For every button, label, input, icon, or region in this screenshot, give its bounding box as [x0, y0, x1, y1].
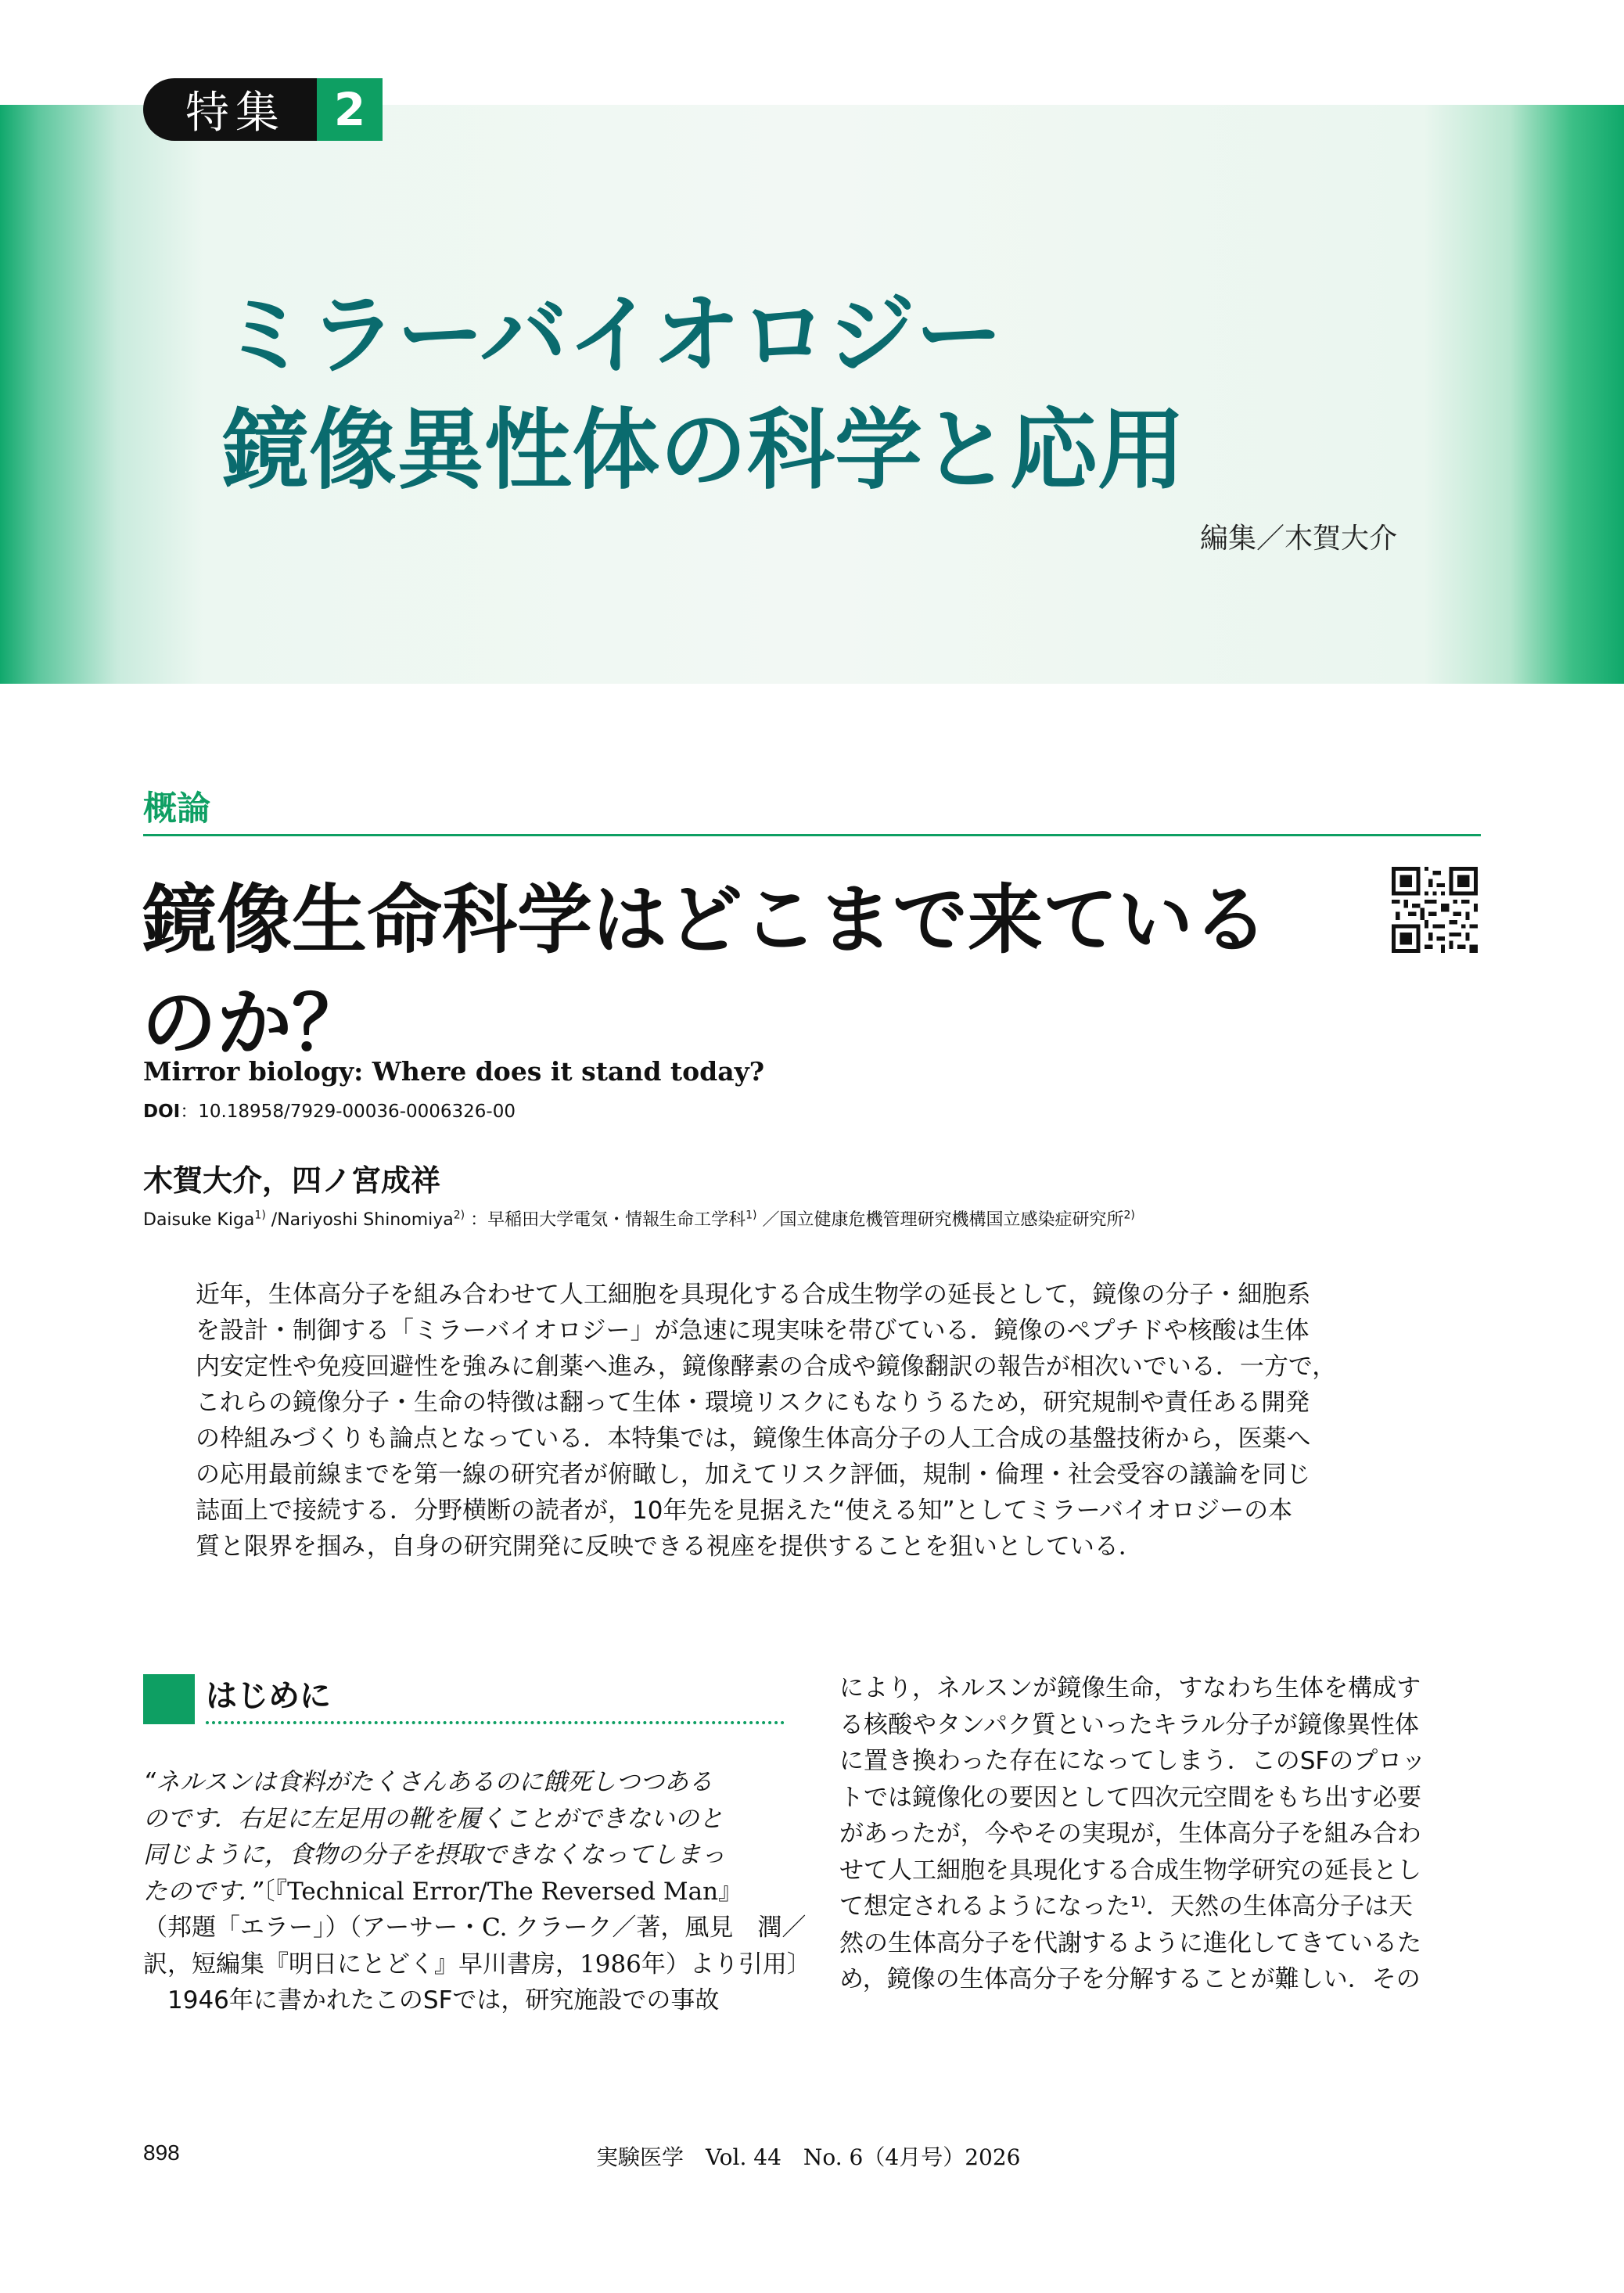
- feature-editor: 編集／木賀大介: [1199, 523, 1397, 555]
- feature-tag-label: 特集: [185, 88, 286, 138]
- abstract-line: を設計・制御する「ミラーバイオロジー」が急速に現実味を帯びている．鏡像のペプチドや核酸は生体: [196, 1317, 1310, 1345]
- abstract-line: 誌面上で接続する．分野横断の読者が，10年先を見据えた“使える知”としてミラーバイオロジーの本: [196, 1497, 1293, 1525]
- citation-line: 訳，短編集『明日にとどく』早川書房，1986年）より引用〕: [143, 1950, 811, 1979]
- abstract-line: の応用最前線までを第一線の研究者が俯瞰し，加えてリスク評価，規制・倫理・社会受容の議論を同じ: [196, 1461, 1311, 1489]
- quote-line: のです．右足に左足用の靴を履くことができないのと: [143, 1804, 724, 1833]
- section-divider: [143, 834, 1481, 836]
- heading-dotted-rule: [206, 1721, 785, 1724]
- article-subtitle: Mirror biology: Where does it stand today?: [143, 1056, 765, 1087]
- body-line: せて人工細胞を具現化する合成生物学研究の延長とし: [839, 1856, 1421, 1885]
- article-title: [142, 868, 1346, 1075]
- body-line: があったが，今やその実現が，生体高分子を組み合わ: [839, 1820, 1421, 1848]
- body-line: め，鏡像の生体高分子を分解することが難しい．その: [839, 1965, 1421, 1993]
- section-heading-marker: [143, 1674, 195, 1724]
- body-line: て想定されるようになった¹⁾．天然の生体高分子は天: [839, 1892, 1414, 1921]
- citation-line: （邦題「エラー」）（アーサー・C. クラーク／著，風見 潤／: [143, 1914, 807, 1942]
- author1-romaji: Daisuke Kiga: [143, 1210, 255, 1230]
- doi[interactable]: [143, 1097, 516, 1123]
- quote-line: “ネルスンは食料がたくさんあるのに餓死しつつある: [143, 1768, 713, 1796]
- journal-footer: 実験医学 Vol. 44 No. 6（4月号）2026: [596, 2144, 1021, 2170]
- institution-2: ／国立健康危機管理研究機構国立感染症研究所: [756, 1210, 1124, 1230]
- abstract-line: 近年，生体高分子を組み合わせて人工細胞を具現化する合成生物学の延長として，鏡像の分子・細胞系: [196, 1281, 1311, 1309]
- citation-line: 〔『Technical Error/The Reversed Man』: [263, 1877, 743, 1906]
- abstract-line: 質と限界を掴み，自身の研究開発に反映できる視座を提供することを狙いとしている．: [196, 1533, 1143, 1561]
- intro-text: [143, 1764, 811, 2019]
- abstract-line: 内安定性や免疫回避性を強みに創薬へ進み，鏡像酵素の合成や鏡像翻訳の報告が相次いでいる．一方で，: [196, 1353, 1337, 1381]
- authors: 木賀大介，四ノ宮成祥: [143, 1163, 441, 1198]
- body-line: により，ネルスンが鏡像生命，すなわち生体を構成す: [839, 1674, 1421, 1702]
- section-label: 概論: [143, 789, 210, 828]
- feature-tag: [143, 78, 383, 141]
- body-line: トでは鏡像化の要因として四次元空間をもち出す必要: [839, 1783, 1421, 1812]
- quote-end-line: [143, 1874, 785, 1910]
- feature-title-line2: 鏡像異性体の科学と応用: [221, 399, 1185, 501]
- affiliations: [143, 1206, 1135, 1231]
- body-text-right: [839, 1670, 1481, 1998]
- article-title-line1: 鏡像生命科学はどこまで来ている: [142, 876, 1268, 964]
- feature-tag-number: 2: [317, 78, 383, 141]
- abstract-line: これらの鏡像分子・生命の特徴は翻って生体・環境リスクにもなりうるため，研究規制や責任ある開発: [196, 1389, 1310, 1417]
- feature-title-line1: ミラーバイオロジー: [221, 284, 1004, 386]
- institution-1: ：早稲田大学電気・情報生命工学科: [465, 1210, 746, 1230]
- body-line: 1946年に書かれたこのSFでは，研究施設での事故: [143, 1986, 720, 2014]
- doi-value: ：10.18958/7929-00036-0006326-00: [180, 1102, 516, 1122]
- affil-mark-4: 2): [1123, 1209, 1135, 1222]
- body-line: る核酸やタンパク質といったキラル分子が鏡像異性体: [839, 1710, 1419, 1739]
- page-number: 898: [143, 2140, 180, 2165]
- article-title-line2: のか？: [142, 979, 367, 1067]
- affil-mark-3: 1): [746, 1209, 757, 1222]
- abstract-line: の枠組みづくりも論点となっている．本特集では，鏡像生体高分子の人工合成の基盤技術から，医薬へ: [196, 1425, 1311, 1453]
- qr-code-icon[interactable]: [1392, 867, 1478, 953]
- feature-banner: [0, 105, 1624, 684]
- author2-romaji: /Nariyoshi Shinomiya: [265, 1210, 454, 1230]
- doi-label: DOI: [143, 1102, 181, 1122]
- body-line: 然の生体高分子を代謝するように進化してきているた: [839, 1928, 1421, 1957]
- abstract: [196, 1277, 1430, 1565]
- affil-mark-2: 2): [453, 1209, 465, 1222]
- quote-line: 同じように，食物の分子を摂取できなくなってしまっ: [143, 1841, 725, 1869]
- section-heading-intro: はじめに: [206, 1678, 331, 1714]
- body-line: に置き換わった存在になってしまう．このSFのプロッ: [839, 1747, 1426, 1775]
- affil-mark-1: 1): [254, 1209, 266, 1222]
- quote-line: たのです．”: [143, 1877, 264, 1906]
